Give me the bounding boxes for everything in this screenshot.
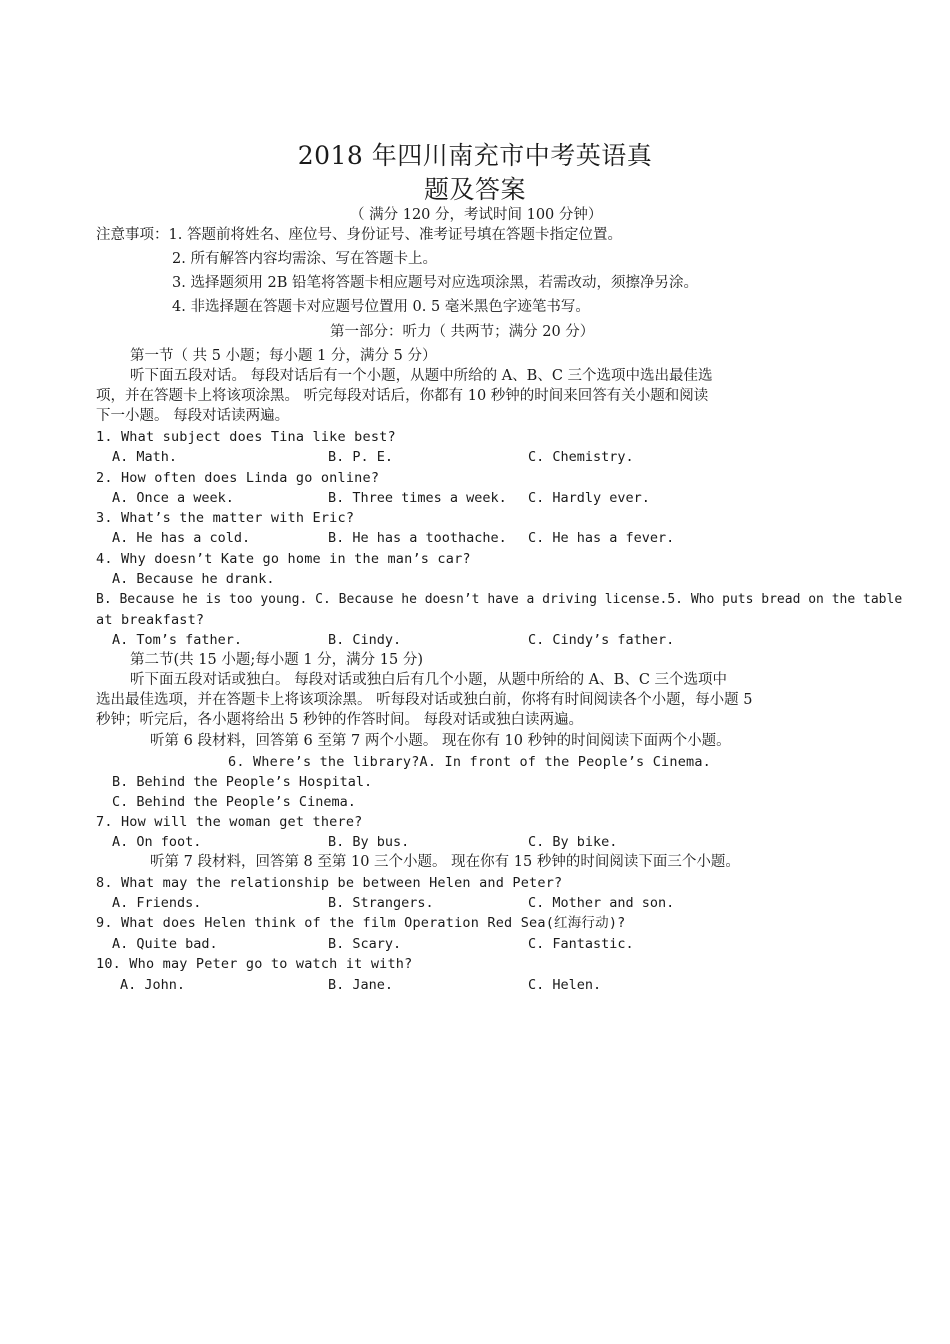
note-2: 2. 所有解答内容均需涂、写在答题卡上。 xyxy=(172,251,437,267)
question-4-option-bc: B. Because he is too young. C. Because he doesn’t have a driving license.5. Who puts bread on the table xyxy=(96,592,903,607)
question-1-option-b: B. P. E. xyxy=(328,449,394,465)
question-8-option-b: B. Strangers. xyxy=(328,895,434,911)
question-2-option-c: C. Hardly ever. xyxy=(528,490,650,506)
question-10-option-a: A. John. xyxy=(120,977,186,993)
section2-instruction-2: 选出最佳选项，并在答题卡上将该项涂黑。 听每段对话或独白前，你将有时间阅读各个小题，每小题 5 xyxy=(96,692,753,708)
question-9-stem: 9. What does Helen think of the film Operation Red Sea(红海行动)? xyxy=(96,915,626,931)
section2-heading: 第二节(共 15 小题;每小题 1 分，满分 15 分) xyxy=(130,652,423,668)
question-5-stem: at breakfast? xyxy=(96,612,205,628)
question-3-stem: 3. What’s the matter with Eric? xyxy=(96,510,355,526)
exam-info: （ 满分 120 分，考试时间 100 分钟） xyxy=(350,207,603,223)
question-6-option-b: B. Behind the People’s Hospital. xyxy=(112,774,373,790)
section1-instruction-1: 听下面五段对话。 每段对话后有一个小题，从题中所给的 A、B、C 三个选项中选出最佳选 xyxy=(130,368,713,384)
section2-instruction-3: 秒钟；听完后，各小题将给出 5 秒钟的作答时间。 每段对话或独白读两遍。 xyxy=(96,712,584,728)
question-5-option-c: C. Cindy’s father. xyxy=(528,632,675,648)
question-1-option-a: A. Math. xyxy=(112,449,178,465)
question-7-option-a: A. On foot. xyxy=(112,834,202,850)
question-9-option-c: C. Fantastic. xyxy=(528,936,634,952)
title-line-2: 题及答案 xyxy=(423,175,526,204)
question-3-option-c: C. He has a fever. xyxy=(528,530,675,546)
question-2-stem: 2. How often does Linda go online? xyxy=(96,470,380,486)
question-6-option-c: C. Behind the People’s Cinema. xyxy=(112,794,356,810)
question-6-stem: 6. Where’s the library?A. In front of the People’s Cinema. xyxy=(228,754,712,770)
question-4-option-a: A. Because he drank. xyxy=(112,571,275,587)
question-8-option-a: A. Friends. xyxy=(112,895,202,911)
question-9-option-b: B. Scary. xyxy=(328,936,402,952)
material-6-instruction: 听第 6 段材料，回答第 6 至第 7 两个小题。 现在你有 10 秒钟的时间阅读下面两个小题。 xyxy=(150,733,731,749)
question-5-option-a: A. Tom’s father. xyxy=(112,632,243,648)
section1-instruction-3: 下一小题。 每段对话读两遍。 xyxy=(96,408,290,424)
question-4-stem: 4. Why doesn’t Kate go home in the man’s car? xyxy=(96,551,471,567)
question-10-option-b: B. Jane. xyxy=(328,977,394,993)
question-10-option-c: C. Helen. xyxy=(528,977,602,993)
material-7-instruction: 听第 7 段材料，回答第 8 至第 10 三个小题。 现在你有 15 秒钟的时间阅读下面三个小题。 xyxy=(150,854,740,870)
question-1-option-c: C. Chemistry. xyxy=(528,449,634,465)
note-1: 注意事项：1. 答题前将姓名、座位号、身份证号、准考证号填在答题卡指定位置。 xyxy=(96,227,622,243)
note-4: 4. 非选择题在答题卡对应题号位置用 0. 5 毫米黑色字迹笔书写。 xyxy=(172,299,590,315)
question-9-option-a: A. Quite bad. xyxy=(112,936,218,952)
question-10-stem: 10. Who may Peter go to watch it with? xyxy=(96,956,413,972)
section1-instruction-2: 项，并在答题卡上将该项涂黑。 听完每段对话后，你都有 10 秒钟的时间来回答有关小题和阅读 xyxy=(96,388,709,404)
question-5-option-b: B. Cindy. xyxy=(328,632,402,648)
question-3-option-b: B. He has a toothache. xyxy=(328,530,507,546)
question-3-option-a: A. He has a cold. xyxy=(112,530,251,546)
title-line-1: 2018 年四川南充市中考英语真 xyxy=(297,141,653,170)
section1-heading: 第一节（ 共 5 小题；每小题 1 分，满分 5 分） xyxy=(130,348,437,364)
part1-heading: 第一部分：听力（ 共两节；满分 20 分） xyxy=(330,324,595,340)
question-8-stem: 8. What may the relationship be between Helen and Peter? xyxy=(96,875,563,891)
section2-instruction-1: 听下面五段对话或独白。 每段对话或独白后有几个小题，从题中所给的 A、B、C 三个选项中 xyxy=(130,672,728,688)
question-7-option-b: B. By bus. xyxy=(328,834,410,850)
question-7-stem: 7. How will the woman get there? xyxy=(96,814,363,830)
question-2-option-a: A. Once a week. xyxy=(112,490,234,506)
note-3: 3. 选择题须用 2B 铅笔将答题卡相应题号对应选项涂黑，若需改动，须擦净另涂。 xyxy=(172,275,699,291)
question-2-option-b: B. Three times a week. xyxy=(328,490,507,506)
question-8-option-c: C. Mother and son. xyxy=(528,895,675,911)
question-1-stem: 1. What subject does Tina like best? xyxy=(96,429,396,445)
question-7-option-c: C. By bike. xyxy=(528,834,618,850)
